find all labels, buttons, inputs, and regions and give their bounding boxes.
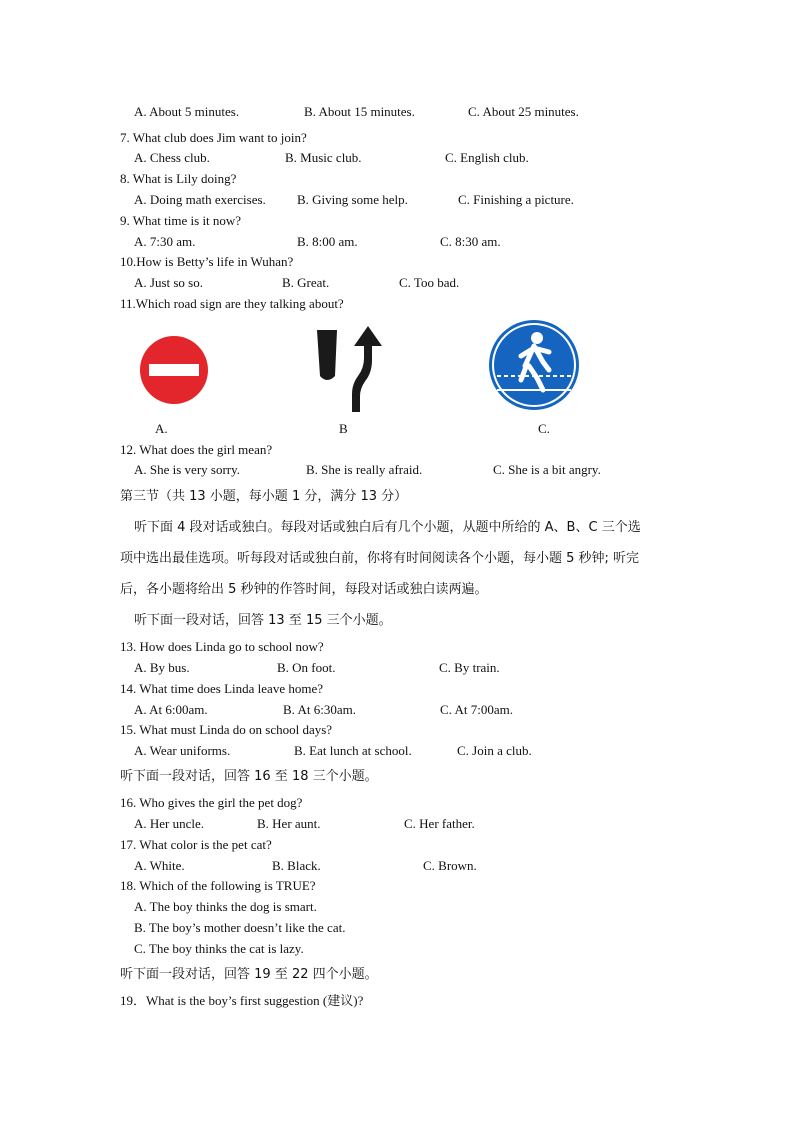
sign-label-a: A. — [155, 421, 168, 436]
q18-option-c: C. The boy thinks the cat is lazy. — [134, 941, 304, 956]
q15-option-a: A. Wear uniforms. — [134, 743, 231, 758]
sign-label-b: B — [339, 421, 348, 436]
q18-option-a: A. The boy thinks the dog is smart. — [134, 899, 317, 914]
group3-instruction: 听下面一段对话，回答 19 至 22 四个小题。 — [120, 967, 378, 982]
q14-question: 14. What time does Linda leave home? — [120, 681, 323, 696]
q12-option-c: C. She is a bit angry. — [493, 462, 601, 477]
q19-question: 19．What is the boy’s first suggestion (建议)? — [120, 993, 364, 1008]
q15-question: 15. What must Linda do on school days? — [120, 722, 333, 737]
q13-option-c: C. By train. — [439, 660, 500, 675]
q8-question: 8. What is Lily doing? — [120, 171, 237, 186]
q10-option-a: A. Just so so. — [134, 275, 203, 290]
q10-option-c: C. Too bad. — [399, 275, 460, 290]
q15-option-c: C. Join a club. — [457, 743, 532, 758]
q9-option-c: C. 8:30 am. — [440, 234, 501, 249]
q18-question: 18. Which of the following is TRUE? — [120, 878, 316, 893]
q13-question: 13. How does Linda go to school now? — [120, 639, 324, 654]
q12-option-b: B. She is really afraid. — [306, 462, 423, 477]
q8-option-b: B. Giving some help. — [297, 192, 408, 207]
section3-heading: 第三节（共 13 小题，每小题 1 分，满分 13 分） — [120, 489, 408, 504]
q8-option-a: A. Doing math exercises. — [134, 192, 266, 207]
q10-question: 10.How is Betty’s life in Wuhan? — [120, 254, 294, 269]
q17-option-b: B. Black. — [272, 858, 321, 873]
section3-instruction-line-3: 后，各小题将给出 5 秒钟的作答时间，每段对话或独白读两遍。 — [120, 582, 488, 597]
q12-option-a: A. She is very sorry. — [134, 462, 241, 477]
q7-option-b: B. Music club. — [285, 150, 362, 165]
q13-option-b: B. On foot. — [277, 660, 336, 675]
q16-option-c: C. Her father. — [404, 816, 475, 831]
q17-option-a: A. White. — [134, 858, 185, 873]
group2-instruction: 听下面一段对话，回答 16 至 18 三个小题。 — [120, 769, 378, 784]
q13-option-a: A. By bus. — [134, 660, 190, 675]
q9-question: 9. What time is it now? — [120, 213, 242, 228]
section3-instruction-line-2: 项中选出最佳选项。听每段对话或独白前，你将有时间阅读各个小题，每小题 5 秒钟; 听完 — [120, 551, 640, 566]
q16-option-a: A. Her uncle. — [134, 816, 205, 831]
q14-option-b: B. At 6:30am. — [283, 702, 356, 717]
q6-option-a: A. About 5 minutes. — [134, 104, 240, 119]
q6-option-b: B. About 15 minutes. — [304, 104, 415, 119]
pedestrian-path-sign-icon — [487, 318, 581, 412]
q8-option-c: C. Finishing a picture. — [458, 192, 574, 207]
q16-question: 16. Who gives the girl the pet dog? — [120, 795, 303, 810]
no-entry-sign-icon — [138, 334, 210, 406]
q7-option-c: C. English club. — [445, 150, 529, 165]
q7-option-a: A. Chess club. — [134, 150, 210, 165]
q17-question: 17. What color is the pet cat? — [120, 837, 272, 852]
q14-option-a: A. At 6:00am. — [134, 702, 208, 717]
q17-option-c: C. Brown. — [423, 858, 477, 873]
q6-option-c: C. About 25 minutes. — [468, 104, 579, 119]
section3-instruction-line-1: 听下面 4 段对话或独白。每段对话或独白后有几个小题，从题中所给的 A、B、C 三个选 — [134, 520, 641, 535]
q10-option-b: B. Great. — [282, 275, 330, 290]
q16-option-b: B. Her aunt. — [257, 816, 321, 831]
keep-right-curve-arrow-icon — [312, 324, 384, 414]
q12-question: 12. What does the girl mean? — [120, 442, 273, 457]
q9-option-b: B. 8:00 am. — [297, 234, 358, 249]
q7-question: 7. What club does Jim want to join? — [120, 130, 307, 145]
sign-label-c: C. — [538, 421, 550, 436]
q11-question: 11.Which road sign are they talking about? — [120, 296, 344, 311]
group1-instruction: 听下面一段对话，回答 13 至 15 三个小题。 — [134, 613, 392, 628]
q9-option-a: A. 7:30 am. — [134, 234, 196, 249]
q15-option-b: B. Eat lunch at school. — [294, 743, 412, 758]
q14-option-c: C. At 7:00am. — [440, 702, 513, 717]
q18-option-b: B. The boy’s mother doesn’t like the cat. — [134, 920, 346, 935]
